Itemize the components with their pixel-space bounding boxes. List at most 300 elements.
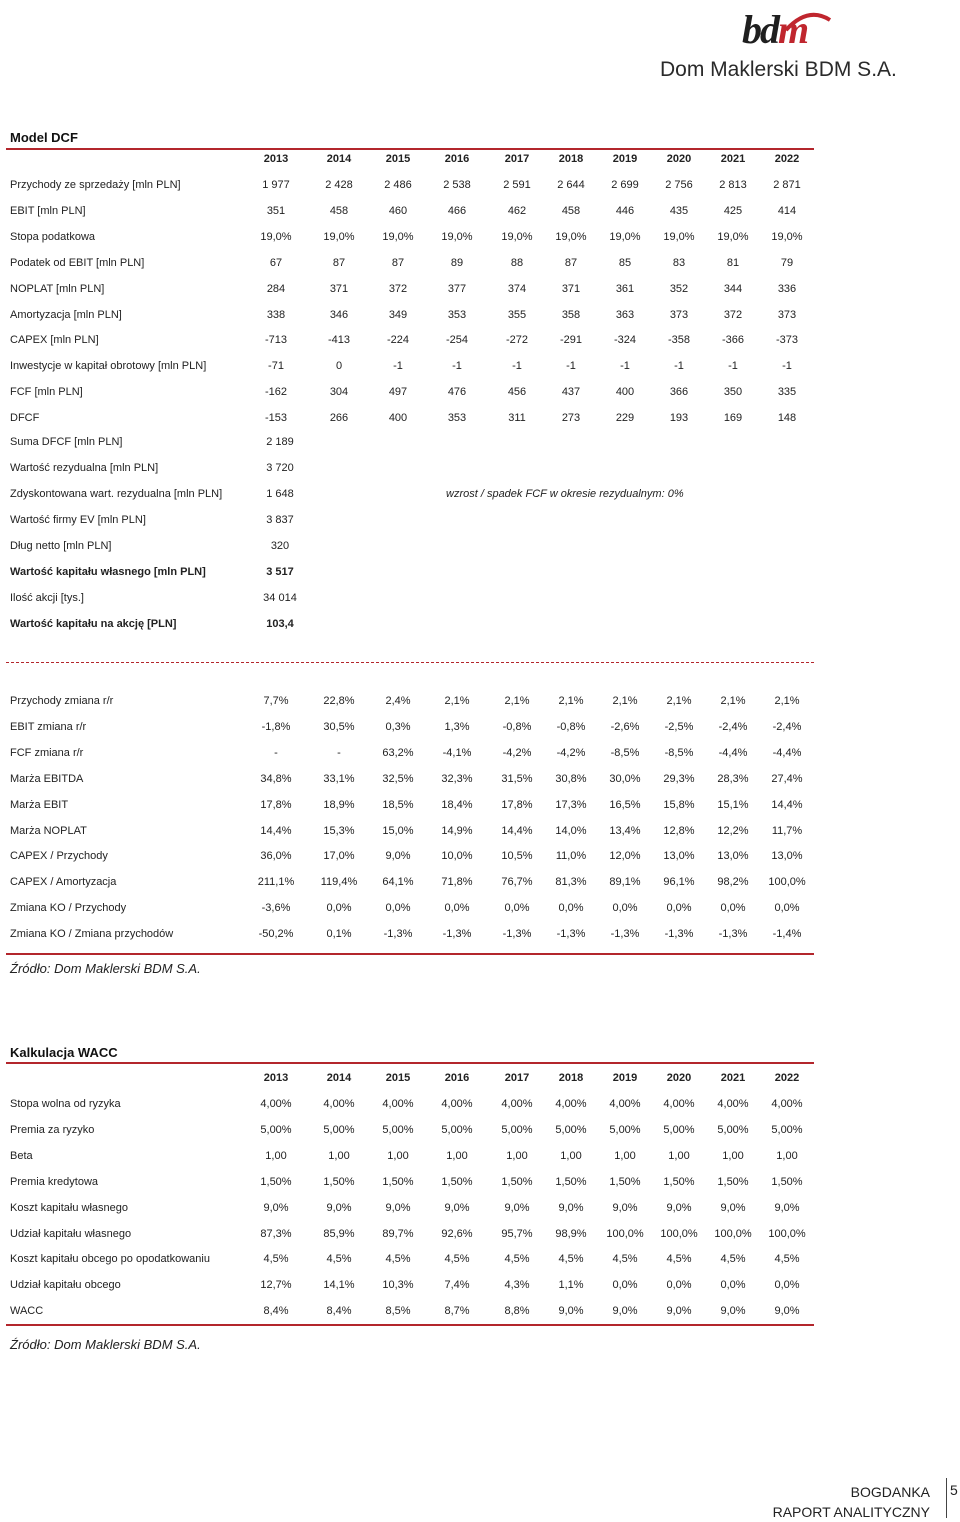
table-cell: -1,8% xyxy=(261,720,291,733)
table-cell: 12,7% xyxy=(260,1279,292,1292)
table-cell: -1,3% xyxy=(502,928,532,941)
row-label: Przychody zmiana r/r xyxy=(10,695,114,707)
table-cell: 5,00% xyxy=(717,1123,749,1136)
year-header: 2017 xyxy=(504,153,530,165)
table-cell: 2,1% xyxy=(444,695,470,707)
year-header: 2022 xyxy=(774,153,800,165)
table-cell: 2,1% xyxy=(558,695,584,707)
table-cell: 311 xyxy=(508,412,526,425)
table-cell: 0,0% xyxy=(444,902,470,915)
table-cell: 266 xyxy=(329,412,349,425)
table-cell: 87 xyxy=(391,256,405,269)
table-cell: 9,0% xyxy=(385,1201,411,1214)
table-cell: 351 xyxy=(266,204,286,217)
row-label: FCF [mln PLN] xyxy=(10,386,83,399)
table-cell: 17,8% xyxy=(260,798,292,811)
table-cell: -713 xyxy=(264,334,288,347)
wacc-title: Kalkulacja WACC xyxy=(10,1045,118,1060)
logo-swoosh-icon xyxy=(782,10,832,34)
table-cell: 349 xyxy=(388,308,408,321)
table-cell: 89,7% xyxy=(382,1227,414,1240)
row-label: Premia kredytowa xyxy=(10,1175,99,1188)
table-cell: 355 xyxy=(507,308,527,321)
table-cell: 29,3% xyxy=(663,772,695,785)
table-cell: 169 xyxy=(723,412,743,425)
table-cell: 98,9% xyxy=(555,1227,587,1240)
table-cell: 1,50% xyxy=(501,1175,533,1188)
table-cell: 414 xyxy=(777,204,797,217)
table-cell: 462 xyxy=(507,204,527,217)
table-cell: 0,0% xyxy=(720,902,746,915)
table-cell: 10,5% xyxy=(501,850,533,863)
table-cell: 100,0% xyxy=(660,1227,698,1240)
table-cell: 5,00% xyxy=(323,1123,355,1136)
table-row xyxy=(0,257,820,275)
table-cell: 211,1% xyxy=(257,876,295,889)
table-cell: -366 xyxy=(721,334,745,347)
table-cell: 13,0% xyxy=(717,850,749,863)
table-cell: 9,0% xyxy=(558,1305,584,1318)
table-cell: -0,8% xyxy=(556,720,586,733)
table-cell: 30,5% xyxy=(323,720,355,733)
table-cell: 466 xyxy=(447,204,467,217)
table-row xyxy=(0,747,820,765)
table-cell: 4,5% xyxy=(263,1253,289,1266)
row-label: Zmiana KO / Przychody xyxy=(10,902,127,915)
table-cell: -50,2% xyxy=(258,928,294,941)
table-row xyxy=(0,799,820,817)
table-cell: 336 xyxy=(777,282,797,295)
table-cell: 1,00 xyxy=(387,1149,409,1162)
row-label: CAPEX / Przychody xyxy=(10,850,108,863)
dcf-title-rule xyxy=(6,148,814,150)
table-cell: 4,5% xyxy=(504,1253,530,1266)
table-cell: 0,1% xyxy=(326,928,352,941)
table-cell: 4,00% xyxy=(555,1098,587,1110)
table-cell: 5,00% xyxy=(260,1123,292,1136)
table-cell: 338 xyxy=(266,308,286,321)
row-label: Marża EBIT xyxy=(10,798,69,811)
year-header: 2020 xyxy=(666,1072,692,1084)
table-cell: 18,5% xyxy=(382,798,414,811)
table-cell: 4,00% xyxy=(771,1098,803,1110)
table-cell: 1 977 xyxy=(262,179,290,191)
table-cell: 320 xyxy=(270,540,290,552)
table-cell: 7,7% xyxy=(263,695,289,707)
year-header: 2015 xyxy=(385,1072,411,1084)
table-cell: -1 xyxy=(512,360,522,373)
year-header: 2013 xyxy=(263,153,289,165)
table-cell: 71,8% xyxy=(441,876,473,889)
row-label: EBIT zmiana r/r xyxy=(10,720,87,733)
table-cell: 32,5% xyxy=(382,772,414,785)
table-cell: 0,0% xyxy=(666,902,692,915)
row-label: Suma DFCF [mln PLN] xyxy=(10,436,123,448)
table-cell: 8,8% xyxy=(504,1305,530,1318)
table-cell: -1 xyxy=(674,360,684,373)
table-cell: 8,5% xyxy=(385,1305,411,1318)
table-cell: 2,4% xyxy=(385,695,411,707)
table-cell: 9,0% xyxy=(558,1201,584,1214)
table-row xyxy=(0,1202,820,1220)
table-cell: 363 xyxy=(615,308,635,321)
table-row xyxy=(0,488,820,506)
table-cell: 13,0% xyxy=(771,850,803,863)
table-row xyxy=(0,462,820,480)
footer-report-type: RAPORT ANALITYCZNY xyxy=(772,1504,930,1520)
table-cell: 9,0% xyxy=(774,1305,800,1318)
row-label: NOPLAT [mln PLN] xyxy=(10,282,105,295)
table-cell: 19,0% xyxy=(441,230,473,243)
row-label: Zdyskontowana wart. rezydualna [mln PLN] xyxy=(10,488,223,500)
table-cell: 103,4 xyxy=(266,618,294,630)
table-cell: 10,3% xyxy=(382,1279,414,1292)
table-cell: -2,4% xyxy=(718,720,748,733)
footer-company: BOGDANKA xyxy=(850,1484,930,1500)
table-cell: 373 xyxy=(669,308,689,321)
table-cell: 497 xyxy=(388,386,408,399)
table-cell: 33,1% xyxy=(323,772,355,785)
year-header: 2018 xyxy=(558,153,584,165)
table-cell: 13,4% xyxy=(609,824,641,837)
table-cell: 96,1% xyxy=(663,876,695,889)
table-row xyxy=(0,514,820,532)
year-header: 2019 xyxy=(612,153,638,165)
logo-mark-bd: bd xyxy=(742,7,778,52)
table-cell: 4,00% xyxy=(260,1098,292,1110)
table-cell: 19,0% xyxy=(555,230,587,243)
row-label: Wartość kapitału na akcję [PLN] xyxy=(10,618,177,630)
table-cell: 358 xyxy=(561,308,581,321)
table-cell: 9,0% xyxy=(504,1201,530,1214)
table-cell: 11,0% xyxy=(555,850,587,863)
table-cell: 1 648 xyxy=(266,488,294,500)
table-cell: 31,5% xyxy=(501,772,533,785)
table-cell: 11,7% xyxy=(771,824,803,837)
table-cell: 304 xyxy=(329,386,349,399)
table-cell: 352 xyxy=(669,282,689,295)
table-cell: 4,5% xyxy=(612,1253,638,1266)
table-cell: 335 xyxy=(777,386,797,399)
table-row xyxy=(0,179,820,197)
table-cell: 5,00% xyxy=(555,1123,587,1136)
table-cell: 28,3% xyxy=(717,772,749,785)
table-cell: 372 xyxy=(388,282,408,295)
table-cell: 0,0% xyxy=(774,1279,800,1292)
table-cell: 2 538 xyxy=(443,179,471,191)
table-cell: 458 xyxy=(561,204,581,217)
table-cell: -413 xyxy=(327,334,351,347)
table-cell: -8,5% xyxy=(610,746,640,759)
table-cell: 2 591 xyxy=(503,179,531,191)
year-header: 2022 xyxy=(774,1072,800,1084)
table-cell: 3 517 xyxy=(266,566,294,578)
table-cell: 9,0% xyxy=(612,1305,638,1318)
row-label: Beta xyxy=(10,1149,33,1162)
table-cell: 27,4% xyxy=(771,772,803,785)
table-cell: 16,5% xyxy=(609,798,641,811)
table-cell: -1 xyxy=(782,360,792,373)
table-cell: 9,0% xyxy=(774,1201,800,1214)
table-row xyxy=(0,1124,820,1142)
table-cell: -4,1% xyxy=(442,746,472,759)
table-cell: -153 xyxy=(264,412,288,425)
table-cell: 2,1% xyxy=(666,695,692,707)
table-cell: 19,0% xyxy=(323,230,355,243)
table-cell: 371 xyxy=(329,282,349,295)
year-header: 2021 xyxy=(720,1072,746,1084)
table-cell: 76,7% xyxy=(501,876,533,889)
year-header: 2017 xyxy=(504,1072,530,1084)
table-cell: 2 189 xyxy=(266,436,294,448)
table-cell: 17,0% xyxy=(323,850,355,863)
table-cell: 5,00% xyxy=(609,1123,641,1136)
table-cell: 67 xyxy=(269,256,283,269)
row-label: FCF zmiana r/r xyxy=(10,746,84,759)
year-header: 2021 xyxy=(720,153,746,165)
table-cell: 19,0% xyxy=(663,230,695,243)
logo-mark-m: m xyxy=(778,7,808,52)
table-row xyxy=(0,773,820,791)
table-cell: 400 xyxy=(388,412,408,425)
table-cell: 100,0% xyxy=(768,1227,806,1240)
table-row xyxy=(0,825,820,843)
row-label: CAPEX / Amortyzacja xyxy=(10,876,117,889)
table-cell: - xyxy=(337,746,341,759)
table-cell: 100,0% xyxy=(768,876,806,889)
row-label: Podatek od EBIT [mln PLN] xyxy=(10,256,145,269)
residual-growth-note: wzrost / spadek FCF w okresie rezydualnym: 0% xyxy=(446,488,684,500)
table-row xyxy=(0,695,820,713)
table-cell: 4,5% xyxy=(558,1253,584,1266)
table-cell: -1 xyxy=(393,360,403,373)
table-cell: 460 xyxy=(388,204,408,217)
table-cell: -373 xyxy=(775,334,799,347)
table-cell: 12,2% xyxy=(717,824,749,837)
row-label: Udział kapitału obcego xyxy=(10,1279,121,1292)
table-cell: 377 xyxy=(447,282,467,295)
row-label: CAPEX [mln PLN] xyxy=(10,334,99,347)
table-cell: -1 xyxy=(728,360,738,373)
table-cell: 1,50% xyxy=(382,1175,414,1188)
table-cell: 32,3% xyxy=(441,772,473,785)
table-cell: 14,4% xyxy=(260,824,292,837)
table-cell: 148 xyxy=(777,412,797,425)
table-cell: -71 xyxy=(268,360,284,373)
table-cell: 100,0% xyxy=(714,1227,752,1240)
table-row xyxy=(0,876,820,894)
table-cell: 1,50% xyxy=(609,1175,641,1188)
table-cell: 9,0% xyxy=(720,1305,746,1318)
table-cell: -2,4% xyxy=(772,720,802,733)
report-footer xyxy=(773,1482,930,1522)
year-header: 2019 xyxy=(612,1072,638,1084)
table-cell: -1,4% xyxy=(772,928,802,941)
table-cell: -4,4% xyxy=(772,746,802,759)
table-cell: 346 xyxy=(329,308,349,321)
table-cell: -224 xyxy=(386,334,410,347)
table-cell: 8,4% xyxy=(263,1305,289,1318)
table-cell: 12,8% xyxy=(663,824,695,837)
table-cell: 36,0% xyxy=(260,850,292,863)
table-cell: 1,50% xyxy=(717,1175,749,1188)
table-cell: 19,0% xyxy=(382,230,414,243)
row-label: Wartość kapitału własnego [mln PLN] xyxy=(10,566,206,578)
table-cell: 350 xyxy=(723,386,743,399)
table-row xyxy=(0,1253,820,1271)
table-cell: 2 644 xyxy=(557,179,585,191)
source-note: Źródło: Dom Maklerski BDM S.A. xyxy=(10,961,201,976)
table-cell: 0,0% xyxy=(385,902,411,915)
table-cell: 476 xyxy=(447,386,467,399)
table-cell: -4,4% xyxy=(718,746,748,759)
table-cell: -1,3% xyxy=(556,928,586,941)
table-cell: 2 428 xyxy=(325,179,353,191)
table-cell: 2 813 xyxy=(719,179,747,191)
year-header-row xyxy=(0,1072,820,1090)
year-header: 2016 xyxy=(444,1072,470,1084)
dcf-title: Model DCF xyxy=(10,130,78,145)
table-cell: 371 xyxy=(561,282,581,295)
table-row xyxy=(0,436,820,454)
table-cell: 19,0% xyxy=(501,230,533,243)
table-cell: 1,50% xyxy=(441,1175,473,1188)
table-cell: 34,8% xyxy=(260,772,292,785)
table-cell: 87,3% xyxy=(260,1227,292,1240)
table-cell: 4,5% xyxy=(666,1253,692,1266)
table-cell: 5,00% xyxy=(441,1123,473,1136)
table-cell: 1,00 xyxy=(328,1149,350,1162)
table-cell: 4,5% xyxy=(326,1253,352,1266)
table-cell: 0,0% xyxy=(504,902,530,915)
table-cell: 2 486 xyxy=(384,179,412,191)
table-cell: 5,00% xyxy=(663,1123,695,1136)
table-cell: 79 xyxy=(780,256,794,269)
table-cell: 2,1% xyxy=(504,695,530,707)
table-cell: 9,0% xyxy=(666,1305,692,1318)
table-cell: 400 xyxy=(615,386,635,399)
table-cell: 14,0% xyxy=(555,824,587,837)
table-cell: 1,00 xyxy=(668,1149,690,1162)
table-cell: -291 xyxy=(559,334,583,347)
table-cell: 1,00 xyxy=(446,1149,468,1162)
table-cell: 15,8% xyxy=(663,798,695,811)
table-row xyxy=(0,231,820,249)
table-cell: -0,8% xyxy=(502,720,532,733)
table-row xyxy=(0,205,820,223)
table-cell: 1,00 xyxy=(265,1149,287,1162)
table-row xyxy=(0,902,820,920)
table-row xyxy=(0,386,820,404)
year-header: 2014 xyxy=(326,1072,352,1084)
table-cell: 229 xyxy=(615,412,635,425)
table-cell: 366 xyxy=(669,386,689,399)
table-cell: 372 xyxy=(723,308,743,321)
table-row xyxy=(0,540,820,558)
row-label: Zmiana KO / Zmiana przychodów xyxy=(10,928,174,941)
row-label: WACC xyxy=(10,1305,44,1318)
table-cell: -1 xyxy=(620,360,630,373)
table-cell: 9,0% xyxy=(326,1201,352,1214)
table-cell: 374 xyxy=(507,282,527,295)
table-cell: -1,3% xyxy=(610,928,640,941)
table-cell: 373 xyxy=(777,308,797,321)
table-row xyxy=(0,1305,820,1323)
table-cell: 88 xyxy=(510,256,524,269)
logo-company-name: Dom Maklerski BDM S.A. xyxy=(660,58,897,81)
table-cell: 83 xyxy=(672,256,686,269)
table-cell: 5,00% xyxy=(771,1123,803,1136)
table-cell: 63,2% xyxy=(382,746,414,759)
table-cell: 89 xyxy=(450,256,464,269)
table-cell: -358 xyxy=(667,334,691,347)
table-cell: 13,0% xyxy=(663,850,695,863)
row-label: Marża NOPLAT xyxy=(10,824,87,837)
table-cell: -272 xyxy=(505,334,529,347)
table-cell: 2,1% xyxy=(774,695,800,707)
table-row xyxy=(0,592,820,610)
table-cell: 8,4% xyxy=(326,1305,352,1318)
table-cell: 344 xyxy=(723,282,743,295)
table-cell: 81 xyxy=(726,256,740,269)
year-header: 2016 xyxy=(444,153,470,165)
table-cell: 4,00% xyxy=(717,1098,749,1110)
table-cell: 9,0% xyxy=(666,1201,692,1214)
table-cell: 14,4% xyxy=(771,798,803,811)
table-cell: 0 xyxy=(335,360,343,373)
table-row xyxy=(0,721,820,739)
year-header: 2020 xyxy=(666,153,692,165)
table-cell: 1,00 xyxy=(506,1149,528,1162)
table-cell: -1 xyxy=(566,360,576,373)
table-cell: 193 xyxy=(669,412,689,425)
table-cell: 1,50% xyxy=(260,1175,292,1188)
table-cell: 19,0% xyxy=(771,230,803,243)
table-cell: 17,8% xyxy=(501,798,533,811)
table-cell: 4,00% xyxy=(609,1098,641,1110)
table-cell: 8,7% xyxy=(444,1305,470,1318)
table-cell: 1,00 xyxy=(776,1149,798,1162)
table-cell: 435 xyxy=(669,204,689,217)
table-cell: 1,50% xyxy=(663,1175,695,1188)
table-row xyxy=(0,1228,820,1246)
table-cell: 4,00% xyxy=(323,1098,355,1110)
table-cell: 0,0% xyxy=(612,1279,638,1292)
table-cell: 14,1% xyxy=(323,1279,355,1292)
row-label: Ilość akcji [tys.] xyxy=(10,592,84,604)
table-cell: 19,0% xyxy=(609,230,641,243)
table-row xyxy=(0,1279,820,1297)
table-cell: 425 xyxy=(723,204,743,217)
table-cell: 446 xyxy=(615,204,635,217)
row-label: DFCF xyxy=(10,412,40,425)
table-cell: 4,5% xyxy=(385,1253,411,1266)
wacc-bottom-rule xyxy=(6,1324,814,1326)
table-cell: 4,00% xyxy=(501,1098,533,1110)
table-cell: 14,9% xyxy=(441,824,473,837)
table-row xyxy=(0,1098,820,1116)
table-cell: 1,50% xyxy=(323,1175,355,1188)
row-label: Koszt kapitału własnego xyxy=(10,1201,129,1214)
table-cell: 10,0% xyxy=(441,850,473,863)
table-cell: -1,3% xyxy=(383,928,413,941)
table-cell: 85 xyxy=(618,256,632,269)
table-cell: 34 014 xyxy=(263,592,297,604)
table-cell: 4,5% xyxy=(444,1253,470,1266)
table-cell: 15,1% xyxy=(717,798,749,811)
table-cell: 87 xyxy=(332,256,346,269)
table-cell: 4,00% xyxy=(382,1098,414,1110)
